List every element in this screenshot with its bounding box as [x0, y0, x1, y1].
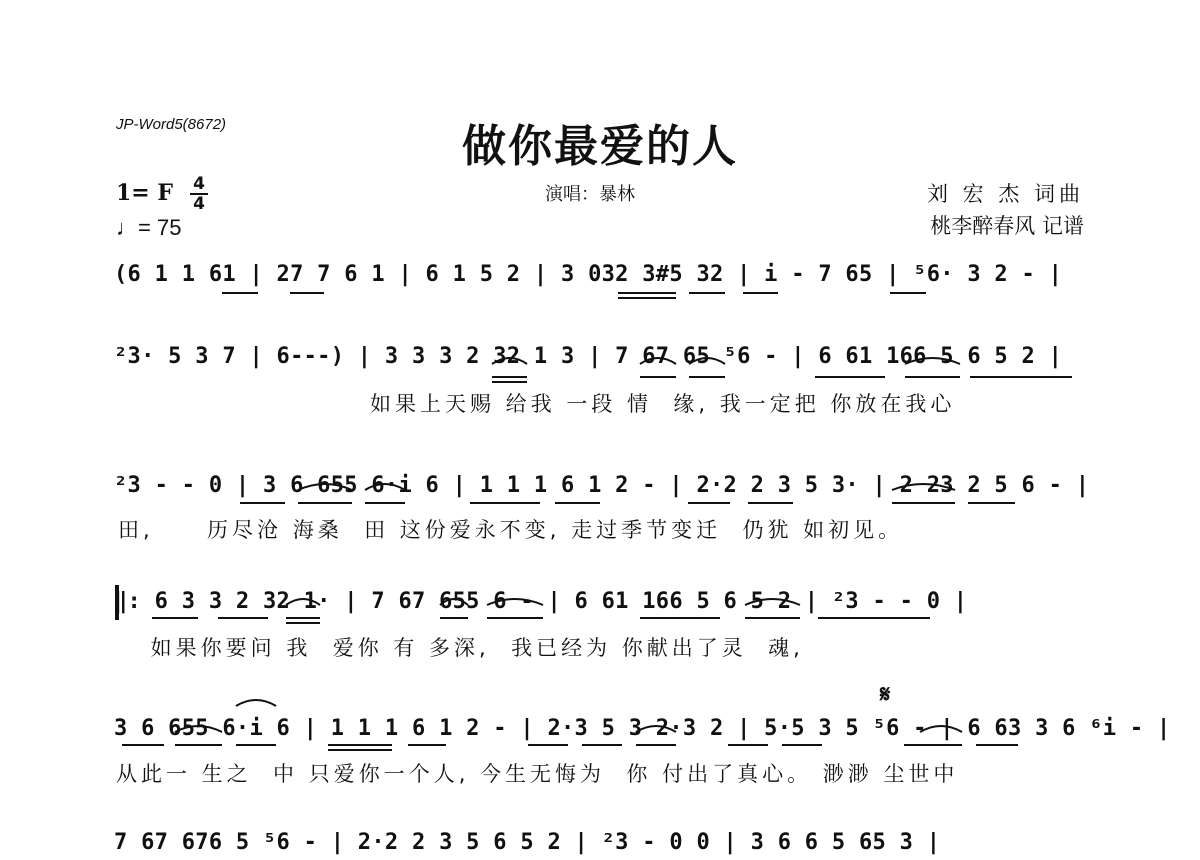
score-row-3-lyrics: 田, 历尽沧 海桑 田 这份爱永不变, 走过季节变迁 仍犹 如初见。	[118, 518, 904, 542]
score-row-3-notes: ²3 - - 0 | 3 6 655 6·i 6 | 1 1 1 6 1 2 - | 2·2 2 3 5 3· | 2 23 2 5 6 - |	[114, 473, 1090, 498]
score-row-5-notes: 3 6 655 6·i 6 | 1 1 1 6 1 2 - | 2·3 5 3 2·3 2 | 5·5 3 5 ⁵6 - | 6 63 3 6 ⁶i - |	[114, 716, 1171, 741]
singer-credit: 演唱：暴林	[545, 184, 635, 205]
composer-credit: 刘 宏 杰 词曲	[926, 182, 1084, 206]
source-tag: JP-Word5(8672)	[116, 116, 227, 133]
time-signature-top: 4	[193, 174, 205, 194]
tempo-marking	[116, 215, 181, 241]
time-signature-bottom: 4	[193, 194, 205, 214]
segno-icon: 𝄋	[880, 680, 891, 708]
transcriber-credit: 桃李醉春风 记谱	[930, 214, 1084, 238]
key-signature: 1= F	[116, 180, 174, 206]
score-row-2-notes: ²3· 5 3 7 | 6---) | 3 3 3 2 32 1 3 | 7 67 65 ⁵6 - | 6 61 166 5 6 5 2 |	[114, 344, 1063, 369]
score-row-1-notes: (6 1 1 61 | 27 7 6 1 | 6 1 5 2 | 3 032 3#5 32 | i - 7 65 | ⁵6· 3 2 - |	[114, 262, 1063, 287]
score-row-6-notes: 7 67 676 5 ⁵6 - | 2·2 2 3 5 6 5 2 | ²3 - 0 0 | 3 6 6 5 65 3 |	[114, 830, 941, 855]
song-title: 做你最爱的人	[462, 121, 738, 172]
score-row-4-lyrics: 如果你要问 我 爱你 有 多深, 我已经为 你献出了灵 魂,	[140, 636, 804, 660]
score-row-4-notes: ‖: 6 3 3 2 32 1· | 7 67 655 6 - | 6 61 166 5 6 5 2 | ²3 - - 0 |	[114, 589, 968, 614]
score-row-5-lyrics: 从此一 生之 中 只爱你一个人, 今生无悔为 你 付出了真心。 渺渺 尘世中	[116, 762, 959, 786]
time-signature	[190, 176, 208, 212]
tempo-value: = 75	[138, 215, 182, 240]
quarter-note-icon: ♩	[116, 215, 138, 240]
score-row-2-lyrics: 如果上天赐 给我 一段 情 缘, 我一定把 你放在我心	[370, 392, 956, 416]
